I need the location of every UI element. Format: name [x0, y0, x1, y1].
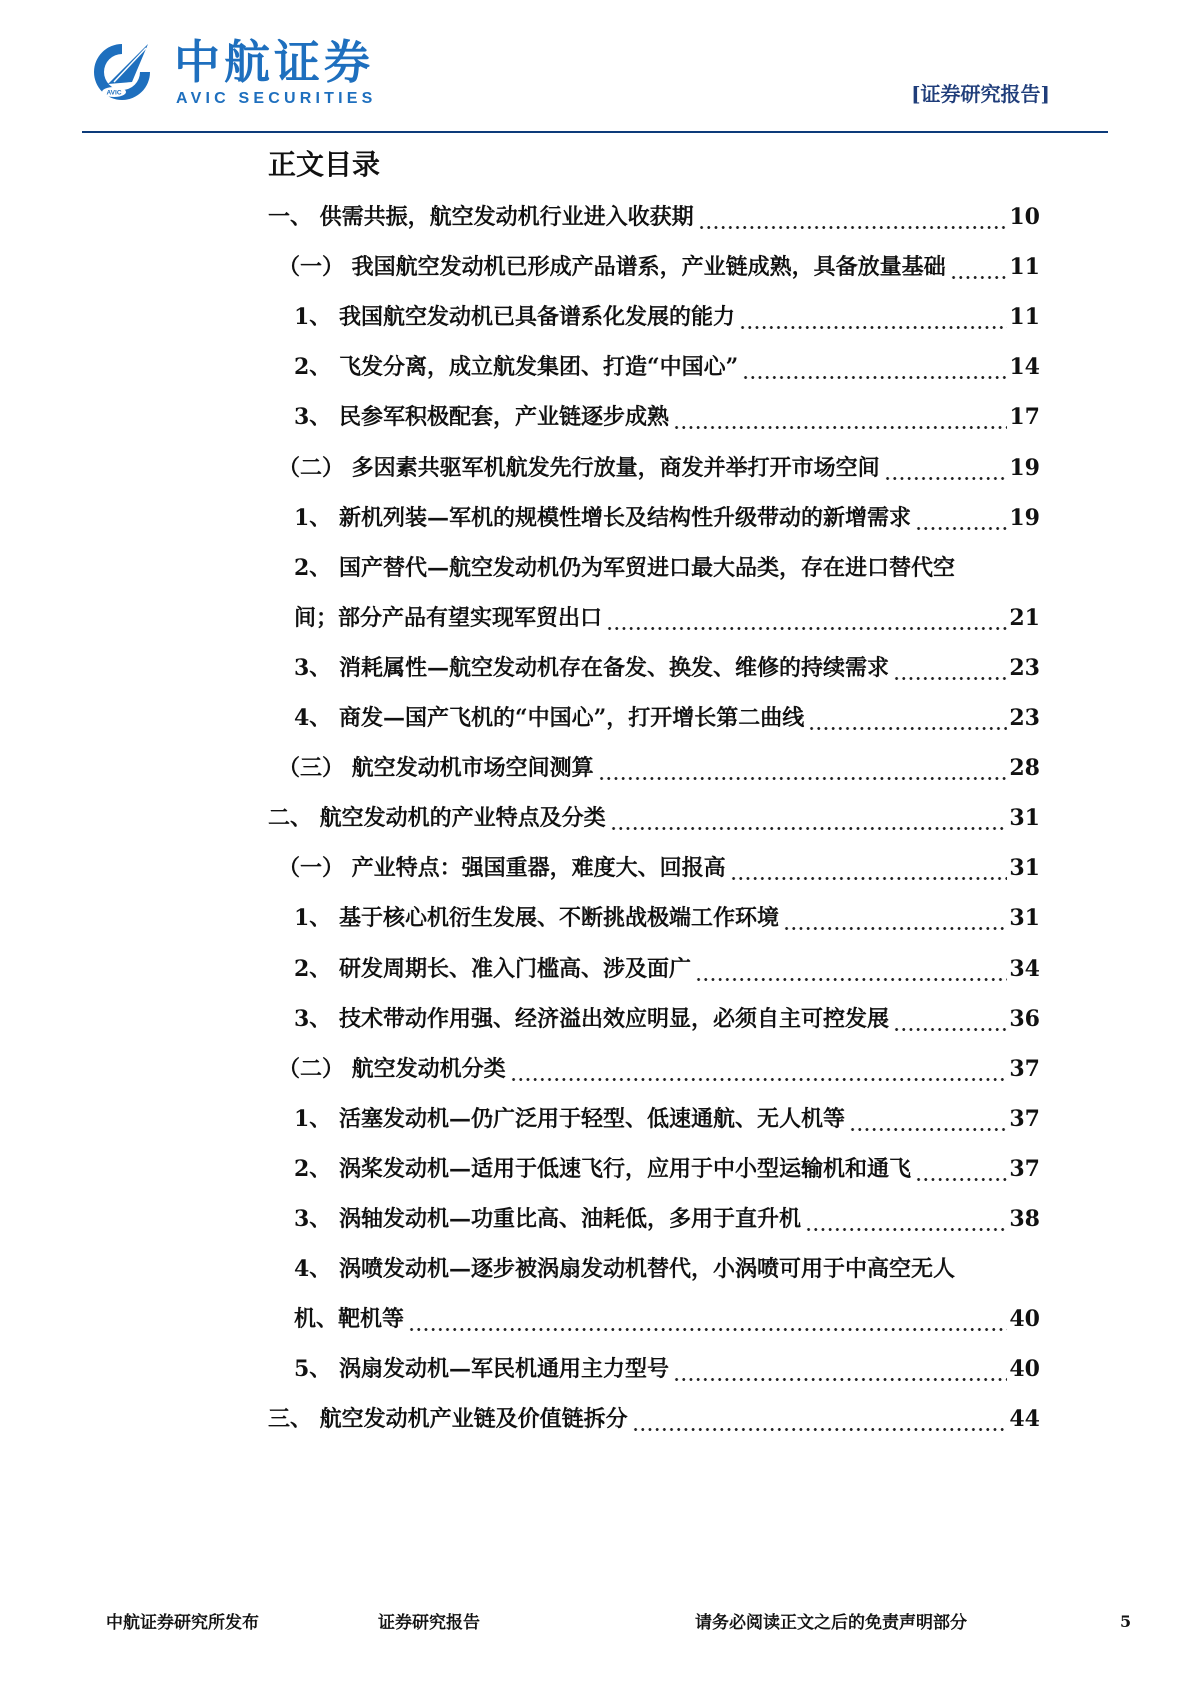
toc-title: 正文目录 [268, 148, 381, 181]
toc-entry-label: 机、靶机等 [294, 1306, 405, 1333]
toc-entry-page: 40 [1009, 1306, 1040, 1333]
toc-entry[interactable] [294, 501, 1040, 535]
toc-dot-leader [742, 358, 1007, 384]
toc-entry[interactable] [278, 751, 1040, 785]
toc-dot-leader [698, 208, 1008, 234]
toc-entry-label: 2、 国产替代—航空发动机仍为军贸进口最大品类，存在进口替代空 [294, 554, 955, 581]
toc-entry-label: （一） 产业特点：强国重器，难度大、回报高 [278, 855, 726, 882]
toc-entry[interactable] [278, 250, 1040, 284]
toc-dot-leader [673, 1360, 1007, 1386]
logo-english-name: AVIC SECURITIES [176, 90, 377, 107]
toc-entry-page: 34 [1009, 955, 1040, 982]
toc-entry[interactable] [294, 400, 1040, 434]
logo-chinese-name: 中航证券 [174, 35, 374, 89]
toc-entry[interactable] [294, 551, 1040, 585]
toc-entry-label: 5、 涡扇发动机—军民机通用主力型号 [294, 1356, 669, 1383]
toc-entry[interactable] [294, 350, 1040, 384]
toc-entry[interactable] [294, 901, 1040, 935]
toc-entry-page: 23 [1009, 705, 1040, 731]
toc-entry-page: 23 [1009, 654, 1040, 681]
page-number: 5 [1120, 1612, 1132, 1631]
toc-entry-label: 2、 飞发分离，成立航发集团、打造“中国心” [294, 354, 739, 381]
toc-dot-leader [915, 509, 1007, 535]
toc-dot-leader [915, 1160, 1007, 1186]
toc-entry-page: 36 [1009, 1005, 1040, 1032]
toc-entry[interactable] [294, 1102, 1040, 1136]
toc-dot-leader [950, 258, 1008, 284]
footer-disclaimer: 请务必阅读正文之后的免责声明部分 [695, 1613, 967, 1633]
toc-entry-page: 10 [1009, 204, 1040, 230]
toc-entry[interactable] [278, 451, 1040, 485]
toc-entry[interactable] [268, 200, 1040, 234]
toc-dot-leader [632, 1410, 1008, 1436]
toc-entry-label: 1、 活塞发动机—仍广泛用于轻型、低速通航、无人机等 [294, 1105, 845, 1132]
toc-dot-leader [606, 609, 1007, 635]
toc-entry-page: 44 [1009, 1406, 1040, 1433]
toc-dot-leader [739, 308, 1007, 334]
toc-entry-label: 2、 涡桨发动机—适用于低速飞行，应用于中小型运输机和通飞 [294, 1155, 911, 1182]
toc-entry-label: 一、 供需共振，航空发动机行业进入收获期 [268, 204, 694, 230]
toc-dot-leader [783, 909, 1007, 935]
toc-dot-leader [610, 809, 1008, 835]
toc-entry-page: 38 [1009, 1206, 1040, 1232]
report-type-tag: [证券研究报告] [911, 82, 1050, 106]
toc-entry-page: 37 [1009, 1055, 1040, 1082]
toc-entry-page: 28 [1009, 755, 1040, 782]
toc-dot-leader [730, 859, 1008, 885]
toc-entry-label: 3、 消耗属性—航空发动机存在备发、换发、维修的持续需求 [294, 654, 889, 681]
toc-entry-page: 14 [1009, 354, 1040, 381]
toc-dot-leader [884, 459, 1008, 485]
toc-entry-page: 17 [1009, 404, 1040, 431]
company-logo [88, 34, 388, 114]
toc-entry-label: （一） 我国航空发动机已形成产品谱系，产业链成熟，具备放量基础 [278, 254, 946, 281]
toc-entry-page: 31 [1009, 855, 1040, 882]
toc-dot-leader [408, 1310, 1007, 1336]
toc-entry-label: 二、 航空发动机的产业特点及分类 [268, 805, 606, 832]
toc-entry[interactable] [294, 1152, 1040, 1186]
toc-dot-leader [673, 408, 1007, 434]
toc-entry-page: 19 [1009, 504, 1040, 531]
toc-entry-label: 4、 商发—国产飞机的“中国心”，打开增长第二曲线 [294, 705, 805, 731]
header-divider [82, 131, 1108, 133]
toc-entry-page: 37 [1009, 1105, 1040, 1132]
toc-dot-leader [695, 960, 1007, 986]
toc-entry[interactable] [268, 801, 1040, 835]
toc-dot-leader [598, 759, 1008, 785]
toc-entry-label: （三） 航空发动机市场空间测算 [278, 755, 594, 782]
toc-entry[interactable] [294, 601, 1040, 635]
logo-emblem-text: AVIC [106, 89, 122, 97]
toc-entry[interactable] [278, 1052, 1040, 1086]
footer-doc-type: 证券研究报告 [378, 1613, 480, 1633]
toc-entry[interactable] [268, 1402, 1040, 1436]
toc-entry[interactable] [294, 1302, 1040, 1336]
toc-entry-label: 3、 技术带动作用强、经济溢出效应明显，必须自主可控发展 [294, 1005, 889, 1032]
toc-entry-label: 间；部分产品有望实现军贸出口 [294, 604, 603, 631]
toc-entry[interactable] [294, 1352, 1040, 1386]
toc-dot-leader [510, 1060, 1008, 1086]
toc-entry-label: （二） 多因素共驱军机航发先行放量，商发并举打开市场空间 [278, 454, 880, 481]
toc-entry[interactable] [278, 851, 1040, 885]
toc-entry-page: 31 [1009, 905, 1040, 932]
toc-entry-label: 2、 研发周期长、准入门槛高、涉及面广 [294, 955, 691, 982]
toc-entry[interactable] [294, 1202, 1040, 1236]
toc-entry-label: 1、 基于核心机衍生发展、不断挑战极端工作环境 [294, 905, 779, 932]
toc-dot-leader [805, 1210, 1007, 1236]
toc-entry-page: 11 [1009, 304, 1040, 331]
toc-dot-leader [808, 709, 1007, 735]
toc-entry-label: （二） 航空发动机分类 [278, 1055, 506, 1082]
footer-publisher: 中航证券研究所发布 [106, 1613, 259, 1633]
toc-dot-leader [893, 659, 1007, 685]
toc-entry-label: 4、 涡喷发动机—逐步被涡扇发动机替代，小涡喷可用于中高空无人 [294, 1256, 955, 1283]
toc-entry[interactable] [294, 952, 1040, 986]
toc-entry-label: 1、 新机列装—军机的规模性增长及结构性升级带动的新增需求 [294, 504, 911, 531]
avic-emblem-icon [88, 38, 156, 106]
toc-entry-page: 21 [1009, 604, 1040, 631]
toc-entry-label: 3、 涡轴发动机—功重比高、油耗低，多用于直升机 [294, 1206, 801, 1232]
toc-entry[interactable] [294, 651, 1040, 685]
toc-entry-label: 3、 民参军积极配套，产业链逐步成熟 [294, 404, 669, 431]
toc-entry-page: 11 [1009, 254, 1040, 281]
toc-entry-page: 31 [1009, 805, 1040, 832]
toc-entry-page: 19 [1009, 454, 1040, 481]
toc-entry[interactable] [294, 300, 1040, 334]
toc-entry-label: 1、 我国航空发动机已具备谱系化发展的能力 [294, 304, 735, 331]
toc-entry[interactable] [294, 1002, 1040, 1036]
toc-entry-label: 三、 航空发动机产业链及价值链拆分 [268, 1406, 628, 1433]
toc-entry[interactable] [294, 701, 1040, 735]
toc-dot-leader [893, 1010, 1007, 1036]
toc-dot-leader [849, 1110, 1007, 1136]
toc-entry-page: 40 [1009, 1356, 1040, 1383]
toc-entry-page: 37 [1009, 1155, 1040, 1182]
toc-entry[interactable] [294, 1252, 1040, 1286]
